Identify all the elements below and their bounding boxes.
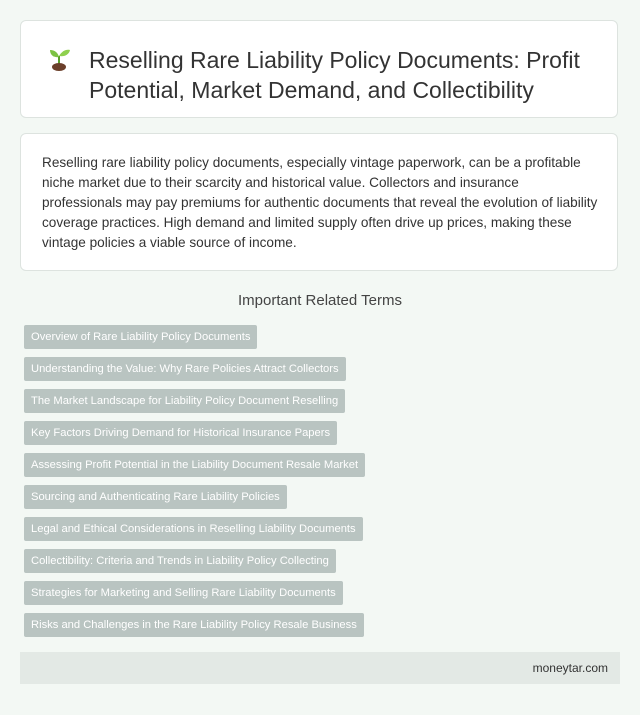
term-chip[interactable]: Overview of Rare Liability Policy Documents <box>24 325 257 349</box>
footer <box>20 652 620 684</box>
related-terms-list <box>24 325 624 645</box>
term-chip[interactable]: Assessing Profit Potential in the Liability Document Resale Market <box>24 453 365 477</box>
summary-card <box>20 133 618 271</box>
term-chip[interactable]: The Market Landscape for Liability Policy Document Reselling <box>24 389 345 413</box>
related-terms-heading: Important Related Terms <box>238 292 402 309</box>
term-chip[interactable]: Key Factors Driving Demand for Historical Insurance Papers <box>24 421 337 445</box>
page-title: Reselling Rare Liability Policy Documents: Profit Potential, Market Demand, and Collectibility <box>89 47 580 103</box>
term-chip[interactable]: Sourcing and Authenticating Rare Liability Policies <box>24 485 287 509</box>
term-chip[interactable]: Understanding the Value: Why Rare Policies Attract Collectors <box>24 357 346 381</box>
seedling-icon <box>45 45 73 73</box>
term-chip[interactable]: Collectibility: Criteria and Trends in Liability Policy Collecting <box>24 549 336 573</box>
term-chip[interactable]: Risks and Challenges in the Rare Liability Policy Resale Business <box>24 613 364 637</box>
summary-paragraph: Reselling rare liability policy documents, especially vintage paperwork, can be a profitable niche market due to their scarcity and historical value. Collectors and insurance professionals may pay premiums for authentic documents that reveal the evolution of liability coverage practices. High demand and limited supply often drive up prices, making these vintage policies a viable source of income. <box>42 155 598 250</box>
title-card <box>20 20 618 118</box>
term-chip[interactable]: Strategies for Marketing and Selling Rare Liability Documents <box>24 581 343 605</box>
site-name[interactable]: moneytar.com <box>532 661 608 675</box>
term-chip[interactable]: Legal and Ethical Considerations in Reselling Liability Documents <box>24 517 363 541</box>
